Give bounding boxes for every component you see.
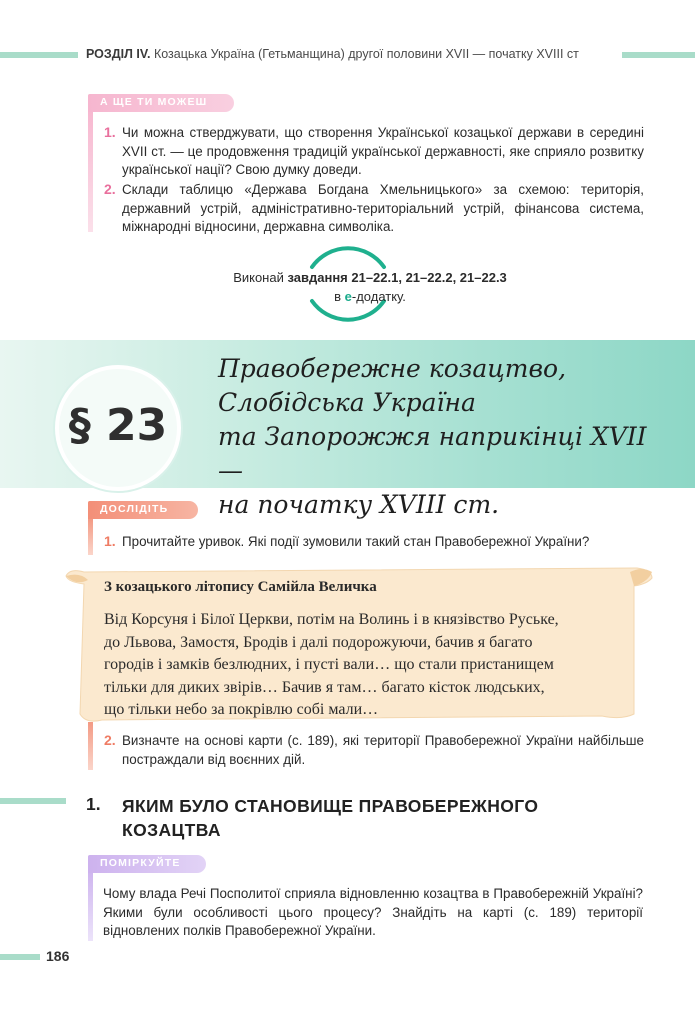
can-you-item-1-num: 1. — [104, 124, 116, 140]
e-task-numbers[interactable]: завдання 21–22.1, 21–22.2, 21–22.3 — [287, 270, 507, 285]
think-sidebar — [88, 873, 93, 941]
paragraph-title-line: на початку XVIII ст. — [218, 490, 500, 519]
section-label: РОЗДІЛ IV. — [86, 47, 151, 61]
paragraph-title-line: та Запорожжя наприкінці XVII — — [218, 422, 647, 485]
source-quote-line: що тільки небо за покрівлю собі мали… — [104, 701, 379, 718]
explore-item-1-num: 1. — [104, 533, 116, 549]
source-title: З козацького літопису Самійла Величка — [104, 579, 377, 595]
think-question: Чому влада Речі Посполитої сприяла відновленню козацтва в Правобережній Україні? Якими були особливості цього процесу? Знайдіть на карті (с. 189) території відновлених полків Правобережної України. — [103, 886, 643, 938]
think-tab: ПОМІРКУЙТЕ — [88, 855, 206, 873]
paragraph-title-line: Правобережне козацтво, — [218, 354, 567, 383]
e-app-letter: е — [344, 289, 352, 304]
header-rule-right — [622, 52, 695, 58]
paragraph-title-line: Слобідська Україна — [218, 388, 476, 417]
explore-sidebar-2 — [88, 722, 93, 770]
footer-rule — [0, 954, 40, 960]
paragraph-title — [218, 352, 678, 522]
paragraph-number: § 23 — [68, 400, 168, 451]
source-quote — [104, 609, 634, 722]
explore-sidebar — [88, 519, 93, 555]
source-quote-line: до Львова, Замостя, Бродів і далі подорожуючи, бачив я багато — [104, 633, 533, 651]
can-you-item-2: Склади таблицю «Держава Богдана Хмельницького» за схемою: територія, державний устрій, адміністративно-територіальний устрій, фінансова система, міжнародні відносини, державна символіка. — [122, 182, 644, 234]
section-rule — [0, 798, 66, 804]
section-number: 1. — [86, 794, 101, 814]
explore-item-2-num: 2. — [104, 732, 116, 748]
explore-tab: ДОСЛІДІТЬ — [88, 501, 198, 519]
explore-item-1: Прочитайте уривок. Які події зумовили такий стан Правобережної України? — [122, 534, 590, 549]
e-task-in: в — [334, 289, 345, 304]
page-number: 186 — [46, 948, 70, 964]
source-quote-line: Від Корсуня і Білої Церкви, потім на Волинь і в князівство Руське, — [104, 611, 559, 628]
e-task-prefix: Виконай — [233, 270, 288, 285]
source-quote-line: тільки для диких звірів… Бачив я там… багато кісток людських, — [104, 678, 545, 696]
e-task-suffix: -додатку. — [351, 289, 406, 304]
section-heading: ЯКИМ БУЛО СТАНОВИЩЕ ПРАВОБЕРЕЖНОГО КОЗАЦТВА — [122, 796, 539, 840]
source-quote-line: городів і замків безлюдних, і пусті вали… що стали пристанищем — [104, 656, 554, 673]
can-you-tab: А ЩЕ ТИ МОЖЕШ — [88, 94, 234, 112]
explore-item-2: Визначте на основі карти (с. 189), які території Правобережної України найбільше постраждали від воєнних дій. — [122, 733, 644, 767]
can-you-item-2-num: 2. — [104, 181, 116, 197]
e-task-text — [200, 268, 540, 306]
section-title: Козацька Україна (Гетьманщина) другої половини XVII — початку XVIII ст — [153, 47, 579, 61]
header-rule-left — [0, 52, 78, 58]
running-header — [86, 47, 579, 61]
can-you-item-1: Чи можна стверджувати, що створення Української козацької держави в середині XVII ст. — це продовження традицій української державності, яке сприяло розвитку української нації? Свою думку доведи. — [122, 125, 644, 177]
can-you-sidebar — [88, 112, 93, 232]
